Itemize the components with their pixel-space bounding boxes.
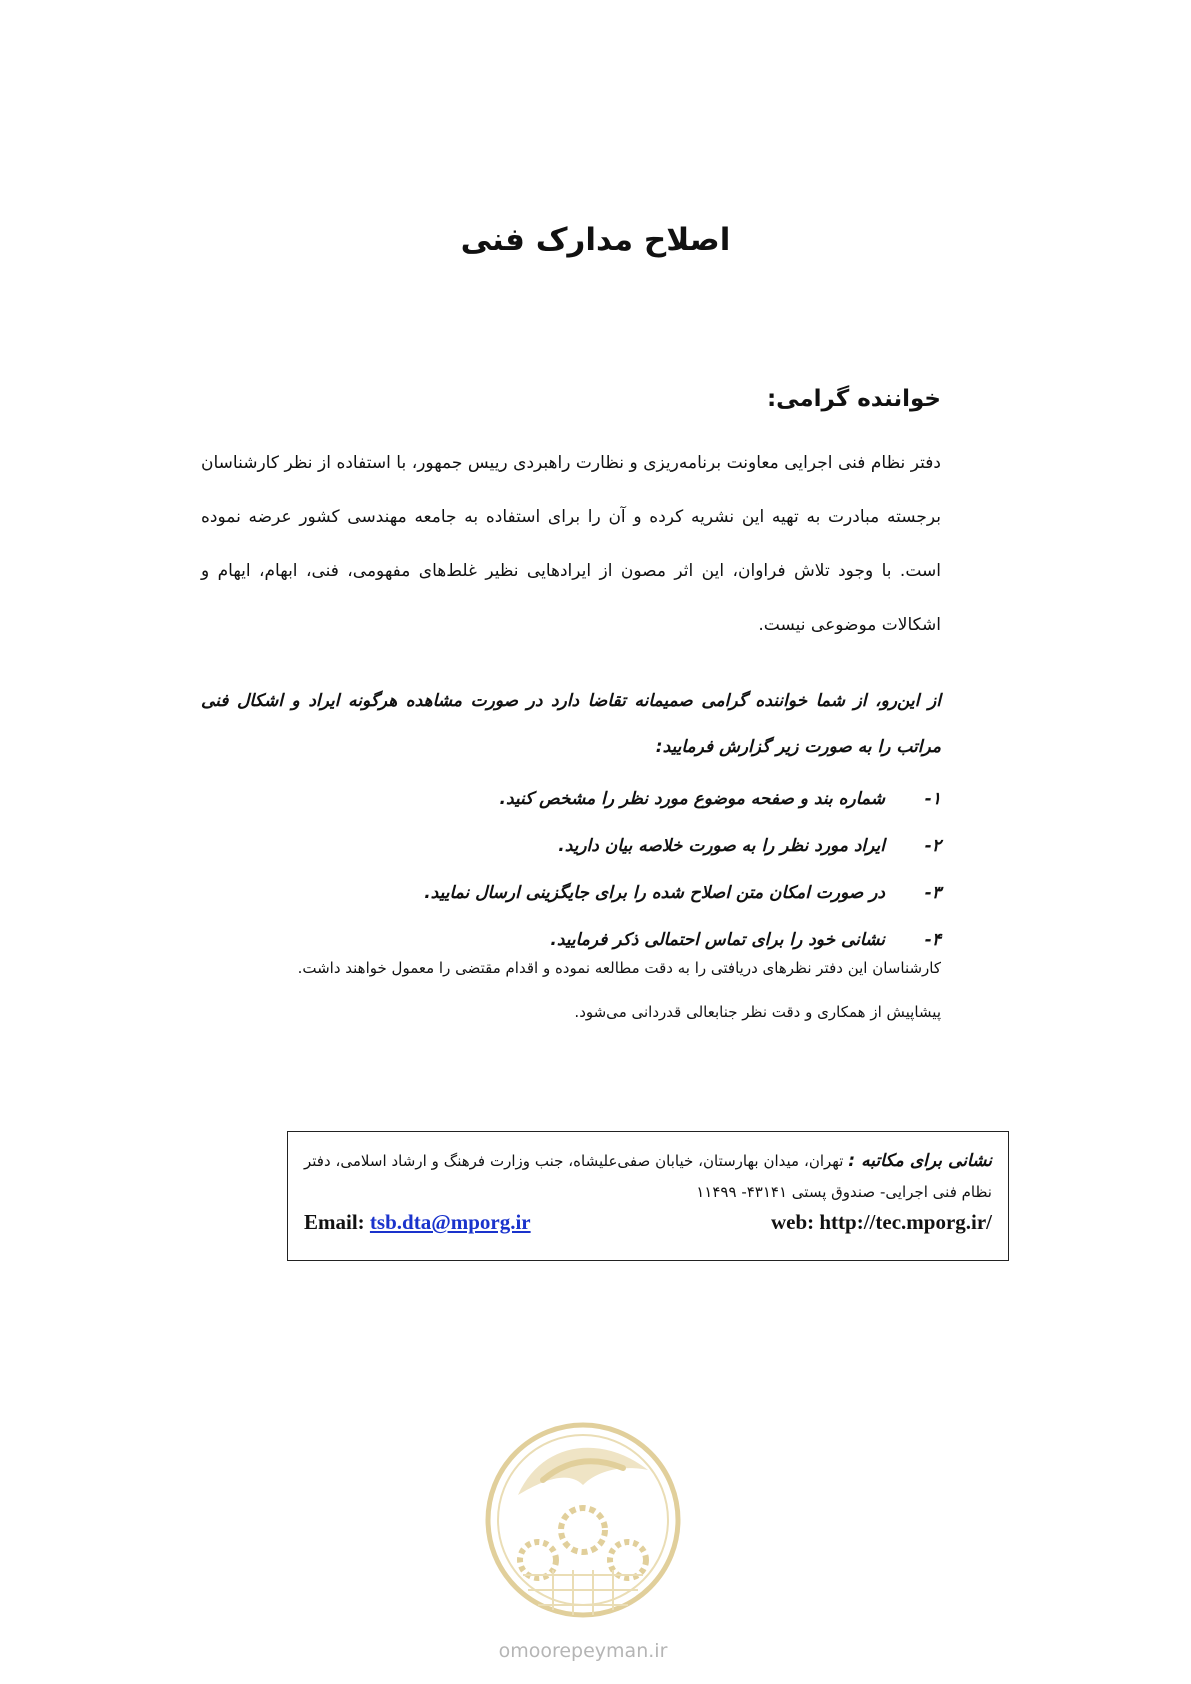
- page-title: اصلاح مدارک فنی: [460, 222, 731, 258]
- list-item-text: در صورت امکان متن اصلاح شده را برای جایگزینی ارسال نمایید.: [424, 882, 885, 903]
- email-label: Email:: [304, 1210, 365, 1234]
- web-section: [771, 1210, 992, 1235]
- email-section: [304, 1210, 531, 1235]
- closing-line: کارشناسان این دفتر نظرهای دریافتی را به دقت مطالعه نموده و اقدام مقتضی را معمول خواهند داشت.: [297, 959, 941, 977]
- greeting-heading: خواننده گرامی:: [766, 386, 941, 412]
- list-item-text: نشانی خود را برای تماس احتمالی ذکر فرمایید.: [550, 929, 885, 950]
- watermark-logo-icon: [483, 1410, 683, 1670]
- list-item-number: ۱-: [924, 788, 941, 809]
- address-text: [304, 1146, 992, 1208]
- intro-paragraph: دفتر نظام فنی اجرایی معاونت برنامه‌ریزی و نظارت راهبردی رییس جمهور، با استفاده از نظر کارشناسان برجسته مبادرت به تهیه این نشریه کرده و آن را برای استفاده به جامعه مهندسی کشور عرضه نموده است. با وجود تلاش فراوان، این اثر مصون از ایرادهایی نظیر غلط‌های مفهومی، فنی، ابهام، ایهام و اشکالات موضوعی نیست.: [201, 453, 941, 635]
- web-url[interactable]: http://tec.mporg.ir/: [819, 1210, 992, 1234]
- web-label: web:: [770, 1210, 815, 1234]
- list-item-number: ۴-: [924, 929, 941, 950]
- watermark-url: omoorepeyman.ir: [498, 1640, 668, 1662]
- list-item-text: شماره بند و صفحه موضوع مورد نظر را مشخص کنید.: [499, 788, 885, 809]
- closing-text: [201, 946, 941, 1034]
- contact-row: [304, 1210, 992, 1235]
- list-item: [201, 775, 941, 822]
- list-item-text: ایراد مورد نظر را به صورت خلاصه بیان دارید.: [558, 835, 885, 856]
- list-item-number: ۳-: [924, 882, 941, 903]
- email-link[interactable]: tsb.dta@mporg.ir: [369, 1210, 531, 1234]
- contact-box: [287, 1131, 1009, 1261]
- list-item-number: ۲-: [924, 835, 941, 856]
- list-item: [201, 822, 941, 869]
- closing-line: پیشاپیش از همکاری و دقت نظر جنابعالی قدردانی می‌شود.: [574, 1003, 941, 1021]
- list-item: [201, 869, 941, 916]
- instruction-list: [201, 775, 941, 963]
- address-label: نشانی برای مکاتبه :: [848, 1151, 992, 1171]
- address-value: تهران، میدان بهارستان، خیابان صفی‌علیشاه، جنب وزارت فرهنگ و ارشاد اسلامی، دفتر نظام فنی اجرایی- صندوق پستی ۴۳۱۴۱- ۱۱۴۹۹: [304, 1152, 992, 1201]
- request-paragraph: از این‌رو، از شما خواننده گرامی صمیمانه تقاضا دارد در صورت مشاهده هرگونه ایراد و اشکال فنی مراتب را به صورت زیر گزارش فرمایید:: [201, 691, 941, 757]
